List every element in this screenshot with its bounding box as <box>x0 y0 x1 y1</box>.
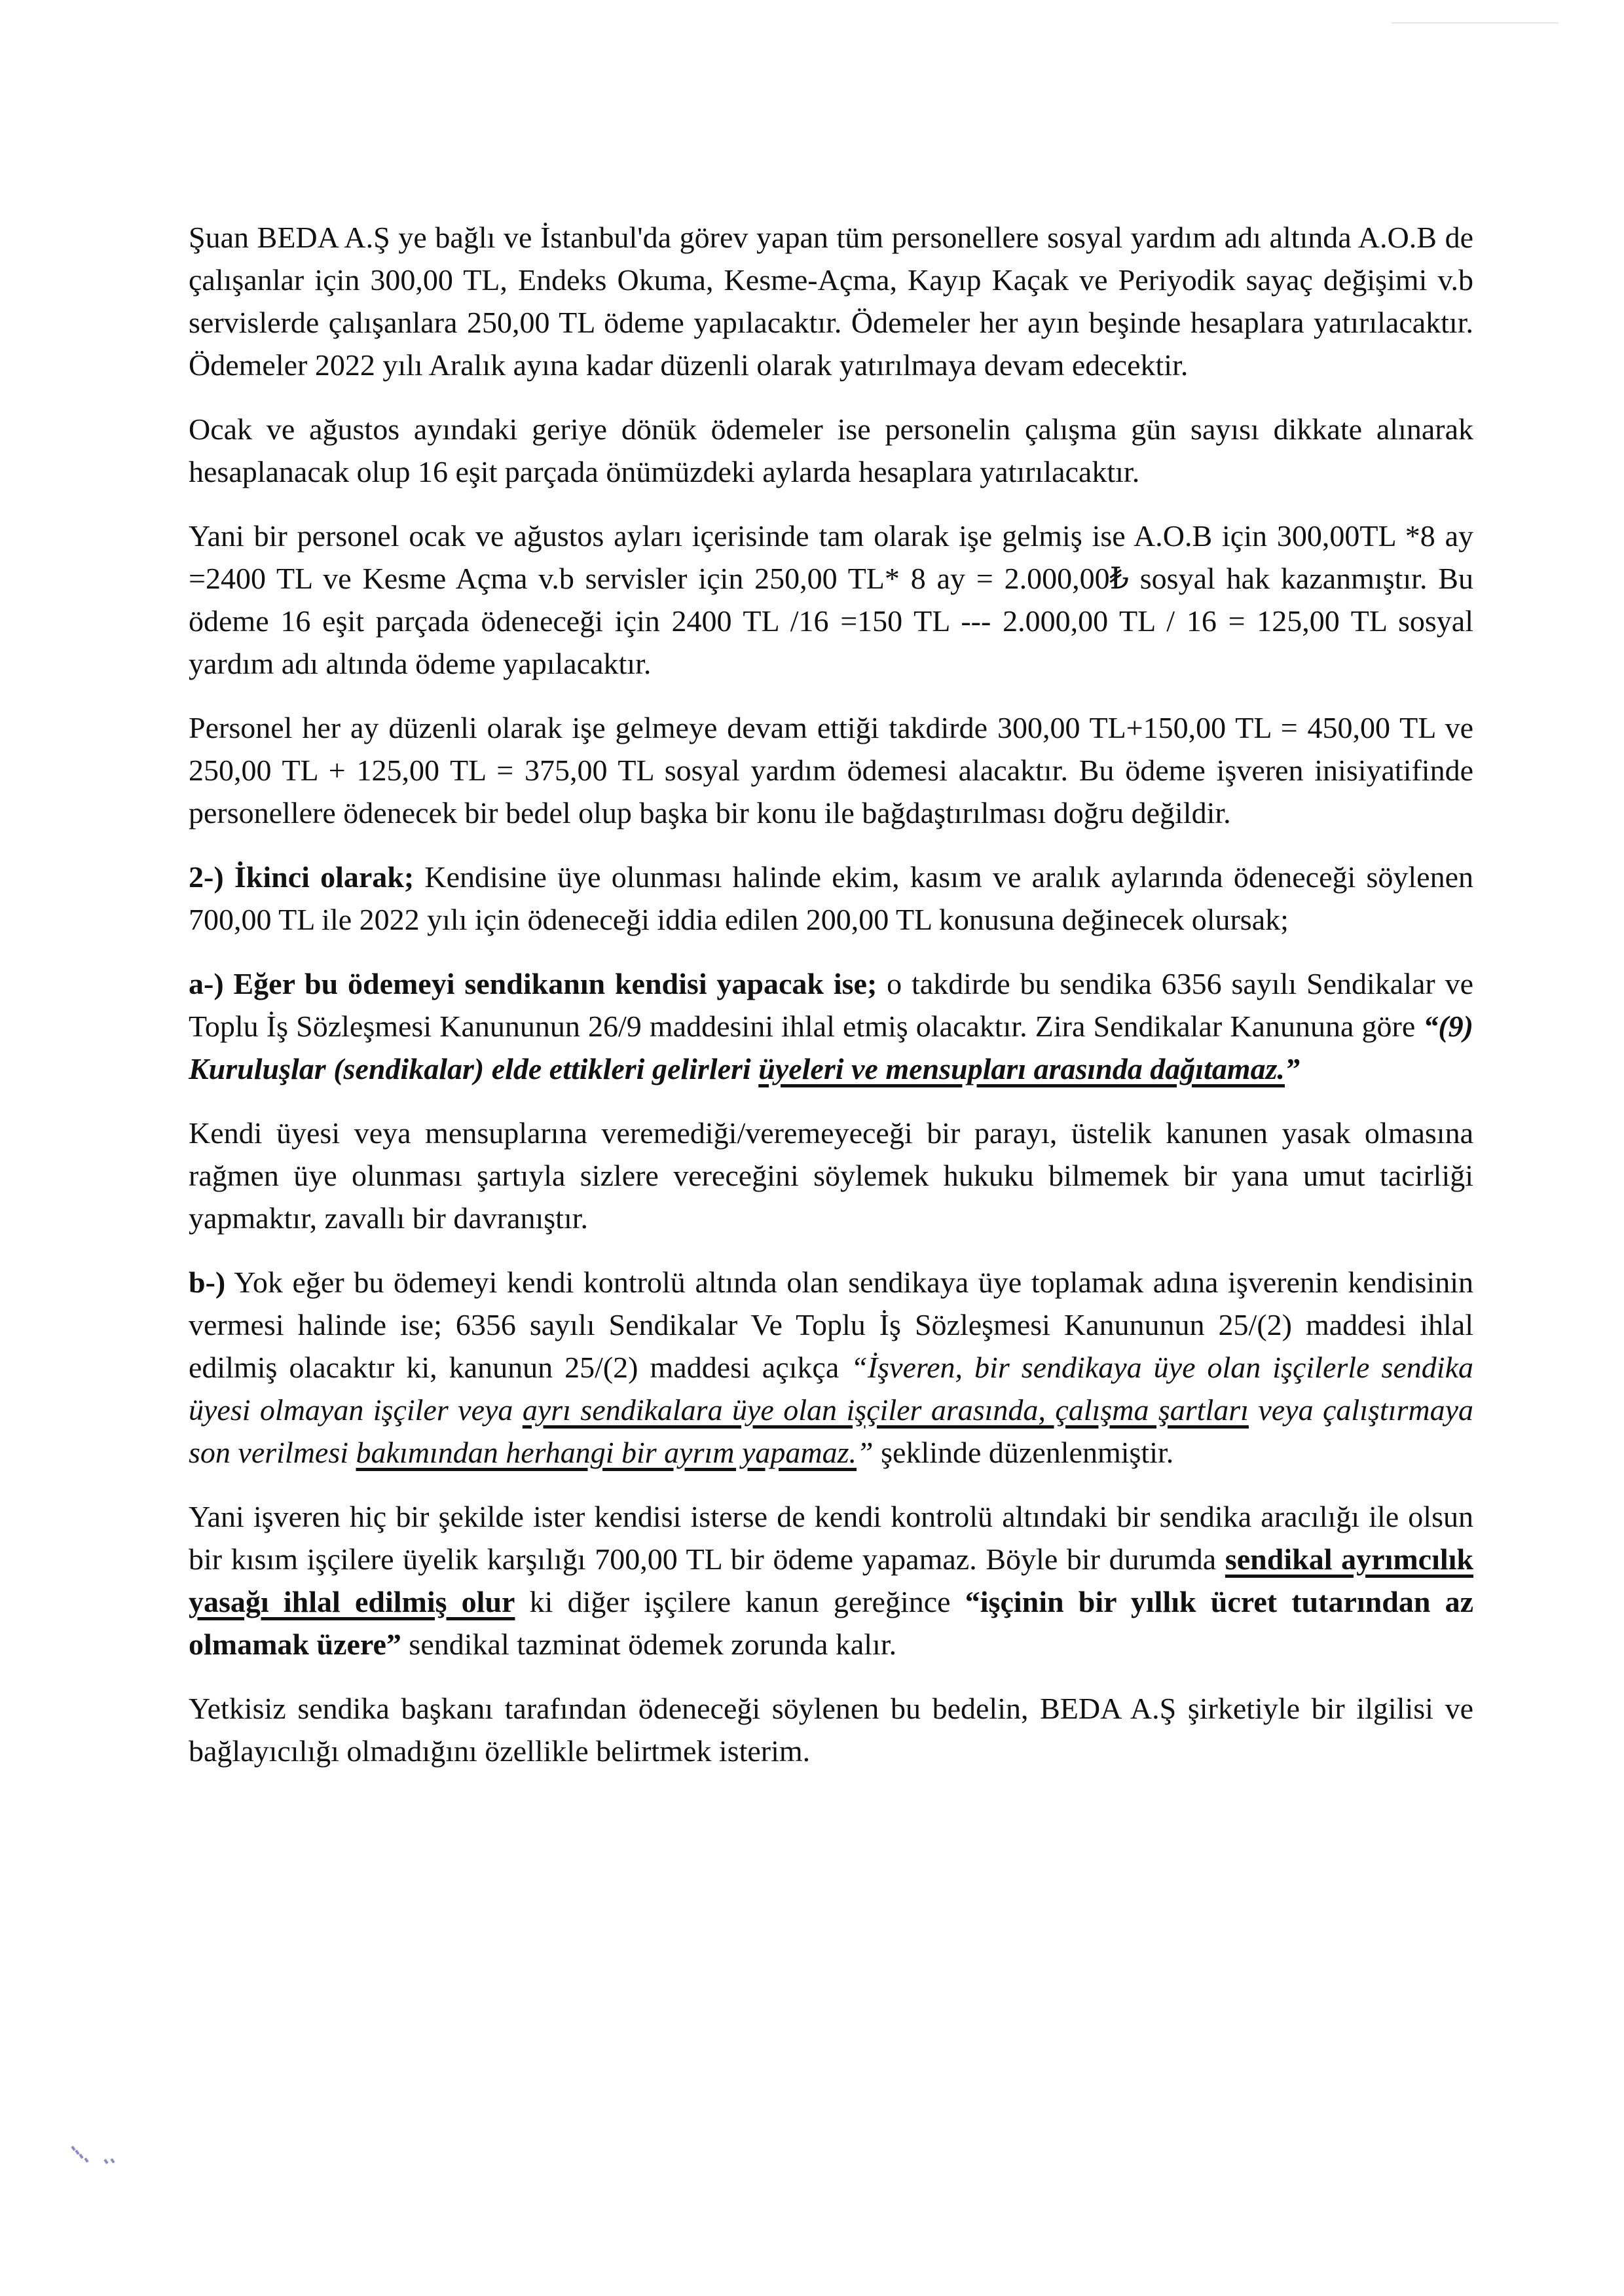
text-segment: Yani işveren hiç bir şekilde ister kendisi isterse de kendi kontrolü altındaki bir sendika aracılığı ile olsun bir kısım işçilere üyelik karşılığı 700,00 TL bir ödeme yapamaz. Böyle bir durumda <box>189 1500 1473 1576</box>
text-segment: şeklinde düzenlenmiştir. <box>873 1436 1174 1469</box>
scan-artifact-line <box>1392 22 1559 24</box>
text-segment: sendikal tazminat ödemek zorunda kalır. <box>401 1628 897 1661</box>
law-quote-underlined: bakımından herhangi bir ayrım yapamaz. <box>356 1436 857 1469</box>
section-heading-a: a-) Eğer bu ödemeyi sendikanın kendisi yapacak ise; <box>189 967 877 1000</box>
text-segment: ki diğer işçilere kanun gereğince <box>515 1585 965 1618</box>
text-segment: Yani bir personel ocak ve ağustos ayları içerisinde tam olarak işe gelmiş ise A.O.B için 300,00TL *8 ay =2400 TL ve Kesme Açma v.b servisler için 250,00 TL* 8 ay = 2.000,00₺ sosyal hak kazanmıştır. Bu ödeme 16 eşit parçada ödeneceği için 2400 TL /16 =150 TL --- 2.000,00 TL / 16 = 125,00 TL sosyal yardım adı altında ödeme yapılacaktır. <box>189 519 1473 680</box>
section-heading-b: b-) <box>189 1266 226 1299</box>
paragraph-commentary <box>189 1112 1473 1239</box>
law-quote: veya çalıştırmaya son verilmesi <box>189 1393 1473 1469</box>
document-body <box>189 216 1473 1772</box>
text-segment: Kendi üyesi veya mensuplarına veremediği/veremeyeceği bir parayı, üstelik kanunen yasak olmasına rağmen üye olunması şartıyla sizlere vereceğini söylemek hukuku bilmemek bir yana umut tacirliği yapmaktır, zavallı bir davranıştır. <box>189 1116 1473 1235</box>
text-segment: Yok eğer bu ödemeyi kendi kontrolü altında olan sendikaya üye toplamak adına işverenin kendisinin vermesi halinde ise; 6356 sayılı Sendikalar Ve Toplu İş Sözleşmesi Kanununun 25/(2) maddesi ihlal edilmiş olacaktır ki, kanunun 25/(2) maddesi açıkça <box>189 1266 1473 1384</box>
law-quote-underlined: ayrı sendikalara üye olan işçiler arasında, çalışma şartları <box>522 1393 1249 1427</box>
law-quote-close: ” <box>857 1436 874 1469</box>
paragraph-point-b <box>189 1261 1473 1474</box>
text-segment: Personel her ay düzenli olarak işe gelmeye devam ettiği takdirde 300,00 TL+150,00 TL = 450,00 TL ve 250,00 TL + 125,00 TL = 375,00 TL sosyal yardım ödemesi alacaktır. Bu ödeme işveren inisiyatifinde personellere ödenecek bir bedel olup başka bir konu ile bağdaştırılması doğru değildir. <box>189 711 1473 829</box>
law-quote-underlined: üyeleri ve mensupları arasında dağıtamaz. <box>758 1052 1285 1085</box>
emphasis-discrimination: sendikal ayrımcılık yasağı ihlal edilmiş olur <box>189 1542 1474 1618</box>
paragraph-social-aid-intro <box>189 216 1473 386</box>
text-segment: o takdirde bu sendika 6356 sayılı Sendikalar ve Toplu İş Sözleşmesi Kanununun 26/9 maddesini ihlal etmiş olacaktır. Zira Sendikalar Kanununa göre <box>189 967 1473 1043</box>
text-segment: Kendisine üye olunması halinde ekim, kasım ve aralık aylarında ödeneceği söylenen 700,00 TL ile 2022 yılı için ödeneceği iddia edilen 200,00 TL konusuna değinecek olursak; <box>189 860 1473 936</box>
emphasis-compensation: “işçinin bir yıllık ücret tutarından az olmamak üzere” <box>189 1585 1473 1661</box>
paragraph-second-point <box>189 856 1473 941</box>
paragraph-point-a <box>189 962 1473 1090</box>
law-quote: “İşveren, bir sendikaya üye olan işçilerle sendika üyesi olmayan işçiler veya <box>189 1351 1473 1427</box>
scan-artifact-marks <box>71 2146 123 2166</box>
paragraph-calculation-example <box>189 515 1473 685</box>
text-segment: Şuan BEDA A.Ş ye bağlı ve İstanbul'da görev yapan tüm personellere sosyal yardım adı altında A.O.B de çalışanlar için 300,00 TL, Endeks Okuma, Kesme-Açma, Kayıp Kaçak ve Periyodik sayaç değişimi v.b servislerde çalışanlara 250,00 TL ödeme yapılacaktır. Ödemeler her ayın beşinde hesaplara yatırılacaktır. Ödemeler 2022 yılı Aralık ayına kadar düzenli olarak yatırılmaya devam edecektir. <box>189 221 1473 382</box>
paragraph-monthly-totals <box>189 706 1473 834</box>
section-heading-second: 2-) İkinci olarak; <box>189 860 415 894</box>
text-segment: Yetkisiz sendika başkanı tarafından ödeneceği söylenen bu bedelin, BEDA A.Ş şirketiyle bir ilgilisi ve bağlayıcılığı olmadığını özellikle belirtmek isterim. <box>189 1692 1473 1768</box>
text-segment: Ocak ve ağustos ayındaki geriye dönük ödemeler ise personelin çalışma gün sayısı dikkate alınarak hesaplanacak olup 16 eşit parçada önümüzdeki aylarda hesaplara yatırılacaktır. <box>189 412 1473 488</box>
paragraph-closing-statement <box>189 1687 1473 1772</box>
paragraph-employer-prohibition <box>189 1495 1473 1666</box>
paragraph-retroactive-payments <box>189 408 1473 493</box>
law-quote-close: ” <box>1284 1052 1300 1085</box>
law-quote: “(9) Kuruluşlar (sendikalar) elde ettikleri gelirleri <box>189 1010 1473 1085</box>
